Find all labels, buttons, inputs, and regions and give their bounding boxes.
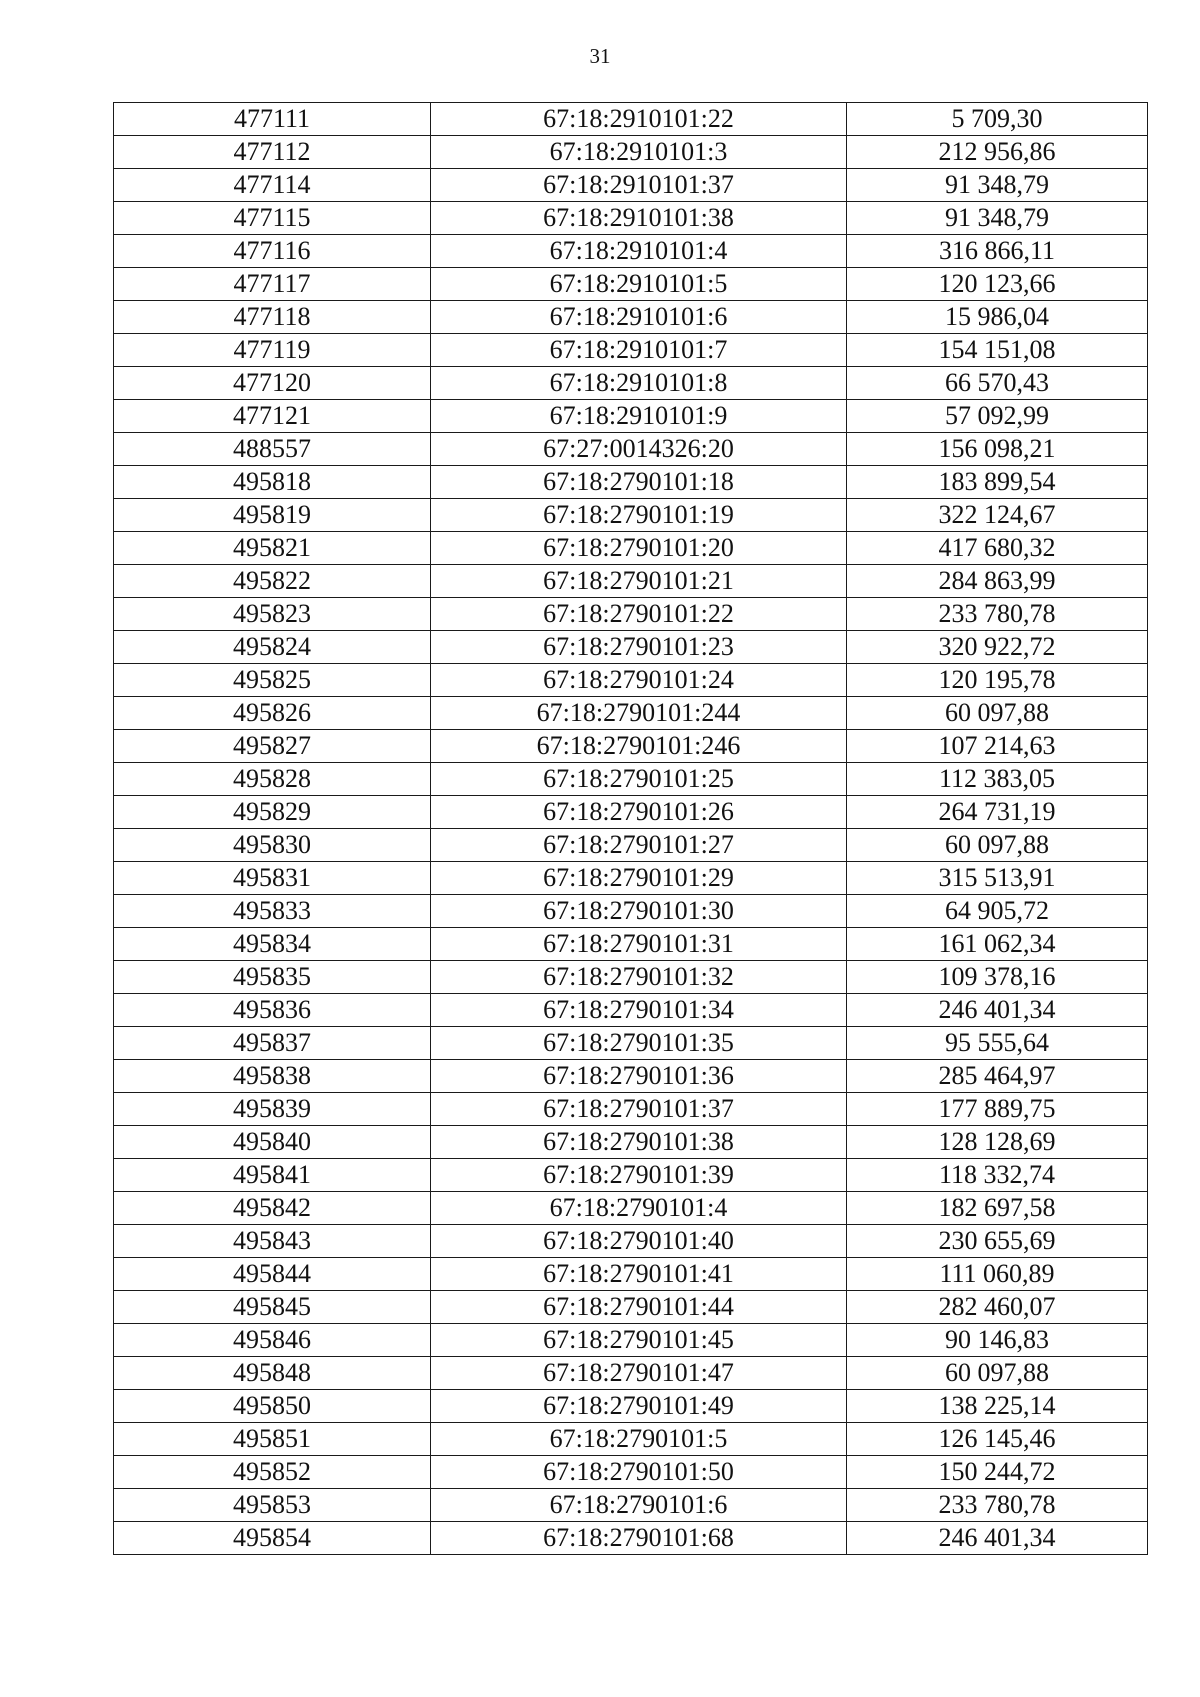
cadastral-number-cell: 67:18:2910101:4 — [431, 235, 847, 268]
table-row — [114, 169, 1148, 202]
page-number: 31 — [589, 44, 611, 68]
table-row — [114, 301, 1148, 334]
table-row — [114, 895, 1148, 928]
value-cell: 284 863,99 — [847, 565, 1148, 598]
value-cell: 177 889,75 — [847, 1093, 1148, 1126]
cadastral-number-cell: 67:18:2790101:45 — [431, 1324, 847, 1357]
table-row — [114, 1456, 1148, 1489]
record-number-cell: 495845 — [114, 1291, 431, 1324]
record-number-cell: 495851 — [114, 1423, 431, 1456]
record-number-cell: 495834 — [114, 928, 431, 961]
value-cell: 120 123,66 — [847, 268, 1148, 301]
value-cell: 90 146,83 — [847, 1324, 1148, 1357]
value-cell: 264 731,19 — [847, 796, 1148, 829]
record-number-cell: 495826 — [114, 697, 431, 730]
value-cell: 233 780,78 — [847, 1489, 1148, 1522]
cadastral-number-cell: 67:18:2790101:5 — [431, 1423, 847, 1456]
table-row — [114, 334, 1148, 367]
value-cell: 233 780,78 — [847, 598, 1148, 631]
table-row — [114, 697, 1148, 730]
table-row — [114, 1390, 1148, 1423]
value-cell: 212 956,86 — [847, 136, 1148, 169]
value-cell: 230 655,69 — [847, 1225, 1148, 1258]
value-cell: 107 214,63 — [847, 730, 1148, 763]
record-number-cell: 495841 — [114, 1159, 431, 1192]
value-cell: 120 195,78 — [847, 664, 1148, 697]
value-cell: 320 922,72 — [847, 631, 1148, 664]
record-number-cell: 495823 — [114, 598, 431, 631]
cadastral-number-cell: 67:18:2790101:6 — [431, 1489, 847, 1522]
table-row — [114, 994, 1148, 1027]
cadastral-number-cell: 67:18:2790101:25 — [431, 763, 847, 796]
table-row — [114, 1324, 1148, 1357]
cadastral-number-cell: 67:18:2790101:35 — [431, 1027, 847, 1060]
value-cell: 91 348,79 — [847, 169, 1148, 202]
cadastral-number-cell: 67:18:2910101:3 — [431, 136, 847, 169]
table-row — [114, 928, 1148, 961]
record-number-cell: 495842 — [114, 1192, 431, 1225]
record-number-cell: 477117 — [114, 268, 431, 301]
table-row — [114, 598, 1148, 631]
table-row — [114, 367, 1148, 400]
cadastral-number-cell: 67:18:2790101:27 — [431, 829, 847, 862]
cadastral-number-cell: 67:18:2790101:44 — [431, 1291, 847, 1324]
record-number-cell: 495833 — [114, 895, 431, 928]
value-cell: 183 899,54 — [847, 466, 1148, 499]
cadastral-number-cell: 67:18:2790101:37 — [431, 1093, 847, 1126]
table-row — [114, 1522, 1148, 1555]
table-row — [114, 961, 1148, 994]
record-number-cell: 495818 — [114, 466, 431, 499]
record-number-cell: 488557 — [114, 433, 431, 466]
value-cell: 60 097,88 — [847, 1357, 1148, 1390]
cadastral-number-cell: 67:18:2790101:22 — [431, 598, 847, 631]
record-number-cell: 495828 — [114, 763, 431, 796]
table-row — [114, 1291, 1148, 1324]
value-cell: 109 378,16 — [847, 961, 1148, 994]
table-row — [114, 1357, 1148, 1390]
cadastral-number-cell: 67:18:2790101:30 — [431, 895, 847, 928]
record-number-cell: 495843 — [114, 1225, 431, 1258]
cadastral-number-cell: 67:18:2790101:36 — [431, 1060, 847, 1093]
cadastral-number-cell: 67:18:2790101:68 — [431, 1522, 847, 1555]
record-number-cell: 495825 — [114, 664, 431, 697]
value-cell: 126 145,46 — [847, 1423, 1148, 1456]
record-number-cell: 477121 — [114, 400, 431, 433]
table-row — [114, 1258, 1148, 1291]
table-row — [114, 433, 1148, 466]
table-row — [114, 136, 1148, 169]
record-number-cell: 495848 — [114, 1357, 431, 1390]
cadastral-number-cell: 67:18:2790101:19 — [431, 499, 847, 532]
cadastral-number-cell: 67:18:2790101:4 — [431, 1192, 847, 1225]
record-number-cell: 495827 — [114, 730, 431, 763]
cadastral-number-cell: 67:18:2790101:246 — [431, 730, 847, 763]
value-cell: 161 062,34 — [847, 928, 1148, 961]
table-row — [114, 763, 1148, 796]
table-row — [114, 1060, 1148, 1093]
value-cell: 91 348,79 — [847, 202, 1148, 235]
value-cell: 315 513,91 — [847, 862, 1148, 895]
record-number-cell: 495838 — [114, 1060, 431, 1093]
cadastral-number-cell: 67:18:2790101:23 — [431, 631, 847, 664]
table-row — [114, 235, 1148, 268]
value-cell: 66 570,43 — [847, 367, 1148, 400]
cadastral-number-cell: 67:18:2790101:20 — [431, 532, 847, 565]
value-cell: 316 866,11 — [847, 235, 1148, 268]
record-number-cell: 495835 — [114, 961, 431, 994]
value-cell: 322 124,67 — [847, 499, 1148, 532]
record-number-cell: 477111 — [114, 103, 431, 136]
cadastral-number-cell: 67:27:0014326:20 — [431, 433, 847, 466]
value-cell: 150 244,72 — [847, 1456, 1148, 1489]
record-number-cell: 495824 — [114, 631, 431, 664]
record-number-cell: 495829 — [114, 796, 431, 829]
value-cell: 60 097,88 — [847, 829, 1148, 862]
cadastral-number-cell: 67:18:2790101:34 — [431, 994, 847, 1027]
table-row — [114, 1489, 1148, 1522]
record-number-cell: 495839 — [114, 1093, 431, 1126]
record-number-cell: 495822 — [114, 565, 431, 598]
value-cell: 246 401,34 — [847, 994, 1148, 1027]
record-number-cell: 477118 — [114, 301, 431, 334]
table-row — [114, 862, 1148, 895]
cadastral-number-cell: 67:18:2790101:244 — [431, 697, 847, 730]
cadastral-number-cell: 67:18:2790101:32 — [431, 961, 847, 994]
record-number-cell: 495840 — [114, 1126, 431, 1159]
value-cell: 156 098,21 — [847, 433, 1148, 466]
record-number-cell: 495844 — [114, 1258, 431, 1291]
table-row — [114, 829, 1148, 862]
record-number-cell: 495854 — [114, 1522, 431, 1555]
record-number-cell: 495831 — [114, 862, 431, 895]
table-row — [114, 202, 1148, 235]
value-cell: 111 060,89 — [847, 1258, 1148, 1291]
value-cell: 60 097,88 — [847, 697, 1148, 730]
value-cell: 118 332,74 — [847, 1159, 1148, 1192]
cadastral-number-cell: 67:18:2790101:49 — [431, 1390, 847, 1423]
value-cell: 112 383,05 — [847, 763, 1148, 796]
record-number-cell: 495837 — [114, 1027, 431, 1060]
value-cell: 128 128,69 — [847, 1126, 1148, 1159]
cadastral-number-cell: 67:18:2790101:40 — [431, 1225, 847, 1258]
cadastral-number-cell: 67:18:2790101:18 — [431, 466, 847, 499]
table-row — [114, 1192, 1148, 1225]
value-cell: 417 680,32 — [847, 532, 1148, 565]
cadastral-number-cell: 67:18:2910101:6 — [431, 301, 847, 334]
record-number-cell: 495853 — [114, 1489, 431, 1522]
value-cell: 285 464,97 — [847, 1060, 1148, 1093]
table-row — [114, 466, 1148, 499]
cadastral-number-cell: 67:18:2790101:31 — [431, 928, 847, 961]
value-cell: 182 697,58 — [847, 1192, 1148, 1225]
record-number-cell: 477116 — [114, 235, 431, 268]
record-number-cell: 495850 — [114, 1390, 431, 1423]
cadastral-number-cell: 67:18:2790101:21 — [431, 565, 847, 598]
value-cell: 95 555,64 — [847, 1027, 1148, 1060]
table-row — [114, 532, 1148, 565]
record-number-cell: 477115 — [114, 202, 431, 235]
cadastral-number-cell: 67:18:2910101:22 — [431, 103, 847, 136]
cadastral-number-cell: 67:18:2790101:29 — [431, 862, 847, 895]
table-row — [114, 1027, 1148, 1060]
registry-table — [113, 102, 1148, 1555]
value-cell: 138 225,14 — [847, 1390, 1148, 1423]
value-cell: 15 986,04 — [847, 301, 1148, 334]
table-row — [114, 1423, 1148, 1456]
registry-table-body — [114, 103, 1148, 1555]
record-number-cell: 495846 — [114, 1324, 431, 1357]
record-number-cell: 495852 — [114, 1456, 431, 1489]
cadastral-number-cell: 67:18:2910101:38 — [431, 202, 847, 235]
table-row — [114, 1093, 1148, 1126]
table-row — [114, 268, 1148, 301]
cadastral-number-cell: 67:18:2790101:41 — [431, 1258, 847, 1291]
record-number-cell: 477112 — [114, 136, 431, 169]
record-number-cell: 495830 — [114, 829, 431, 862]
table-row — [114, 796, 1148, 829]
cadastral-number-cell: 67:18:2910101:37 — [431, 169, 847, 202]
value-cell: 64 905,72 — [847, 895, 1148, 928]
cadastral-number-cell: 67:18:2790101:50 — [431, 1456, 847, 1489]
table-row — [114, 1159, 1148, 1192]
table-row — [114, 103, 1148, 136]
record-number-cell: 495821 — [114, 532, 431, 565]
table-row — [114, 400, 1148, 433]
table-row — [114, 1225, 1148, 1258]
table-row — [114, 499, 1148, 532]
table-row — [114, 730, 1148, 763]
value-cell: 5 709,30 — [847, 103, 1148, 136]
cadastral-number-cell: 67:18:2910101:8 — [431, 367, 847, 400]
value-cell: 154 151,08 — [847, 334, 1148, 367]
record-number-cell: 495819 — [114, 499, 431, 532]
cadastral-number-cell: 67:18:2790101:26 — [431, 796, 847, 829]
table-row — [114, 631, 1148, 664]
cadastral-number-cell: 67:18:2790101:24 — [431, 664, 847, 697]
record-number-cell: 477120 — [114, 367, 431, 400]
cadastral-number-cell: 67:18:2910101:9 — [431, 400, 847, 433]
table-row — [114, 664, 1148, 697]
cadastral-number-cell: 67:18:2790101:39 — [431, 1159, 847, 1192]
record-number-cell: 477114 — [114, 169, 431, 202]
value-cell: 57 092,99 — [847, 400, 1148, 433]
record-number-cell: 495836 — [114, 994, 431, 1027]
table-row — [114, 565, 1148, 598]
value-cell: 282 460,07 — [847, 1291, 1148, 1324]
cadastral-number-cell: 67:18:2790101:47 — [431, 1357, 847, 1390]
cadastral-number-cell: 67:18:2790101:38 — [431, 1126, 847, 1159]
record-number-cell: 477119 — [114, 334, 431, 367]
table-row — [114, 1126, 1148, 1159]
value-cell: 246 401,34 — [847, 1522, 1148, 1555]
cadastral-number-cell: 67:18:2910101:5 — [431, 268, 847, 301]
cadastral-number-cell: 67:18:2910101:7 — [431, 334, 847, 367]
